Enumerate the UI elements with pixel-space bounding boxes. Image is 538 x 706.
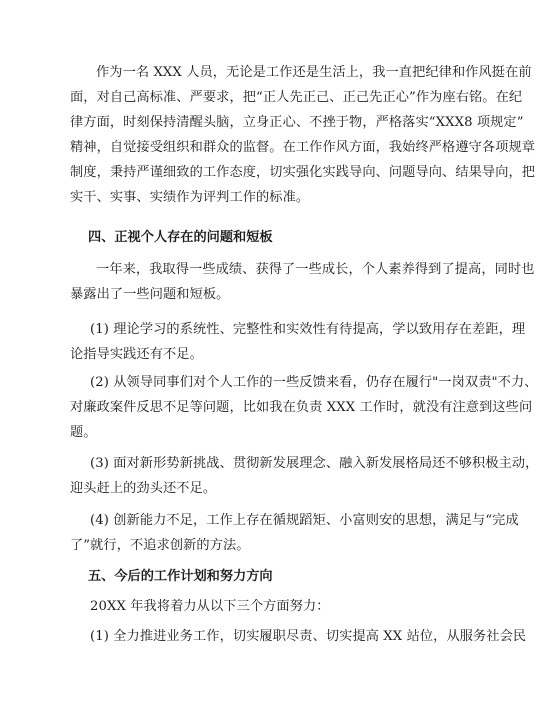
text-line: 一年来，我取得一些成绩、获得了一些成长，个人素养得到了提高，同时也 — [96, 262, 535, 277]
section-heading-problems: 四、正视个人存在的问题和短板 — [88, 230, 273, 245]
paragraph-problem-4 — [70, 508, 519, 558]
text-line: (4) 创新能力不足，工作上存在循规蹈矩、小富则安的思想，满足与“完成 — [90, 513, 519, 528]
text-line: 实干、实事、实绩作为评判工作的标准。 — [70, 190, 310, 205]
paragraph-discipline — [70, 60, 536, 210]
paragraph-problem-1 — [70, 317, 526, 367]
paragraph-plan-intro — [70, 594, 432, 619]
text-line: (1) 理论学习的系统性、完整性和实效性有待提高，学以致用存在差距，理 — [90, 322, 526, 337]
text-line: 对廉政案件反思不足等问题，比如我在负责 XXX 工作时，就没有注意到这些问 — [70, 400, 533, 415]
text-line: (1) 全力推进业务工作，切实履职尽责、切实提高 XX 站位，从服务社会民 — [90, 629, 527, 644]
paragraph-overview — [70, 257, 535, 307]
text-line: 制度，秉持严谨细致的工作态度，切实强化实践导向、问题导向、结果导向，把 — [70, 165, 536, 180]
text-line: 迎头赶上的劲头还不足。 — [70, 481, 217, 496]
text-line: (2) 从领导同事们对个人工作的一些反馈来看，仍存在履行"一岗双责"不力、 — [90, 375, 538, 390]
paragraph-problem-2 — [70, 370, 538, 445]
text-line: 律方面，时刻保持清醒头脑，立身正心、不挫于物，严格落实“XXX8 项规定” — [70, 115, 524, 130]
text-line: 精神，自觉接受组织和群众的监督。在工作作风方面，我始终严格遵守各项规章 — [70, 140, 536, 155]
text-line: 题。 — [70, 425, 97, 440]
paragraph-problem-3 — [70, 451, 538, 501]
text-line: 20XX 年我将着力从以下三个方面努力： — [90, 599, 330, 614]
text-line: 暴露出了一些问题和短板。 — [70, 287, 230, 302]
text-line: (3) 面对新形势新挑战、贯彻新发展理念、融入新发展格局还不够积极主动， — [90, 456, 538, 471]
text-line: 了”就行，不追求创新的方法。 — [70, 538, 250, 553]
paragraph-plan-1 — [70, 624, 527, 649]
text-line: 面，对自己高标准、严要求，把“正人先正己、正己先正心”作为座右铭。在纪 — [70, 90, 523, 105]
text-line: 作为一名 XXX 人员，无论是工作还是生活上，我一直把纪律和作风挺在前 — [96, 65, 532, 80]
section-heading-plan: 五、今后的工作计划和努力方向 — [88, 569, 273, 584]
text-line: 论指导实践还有不足。 — [70, 347, 203, 362]
